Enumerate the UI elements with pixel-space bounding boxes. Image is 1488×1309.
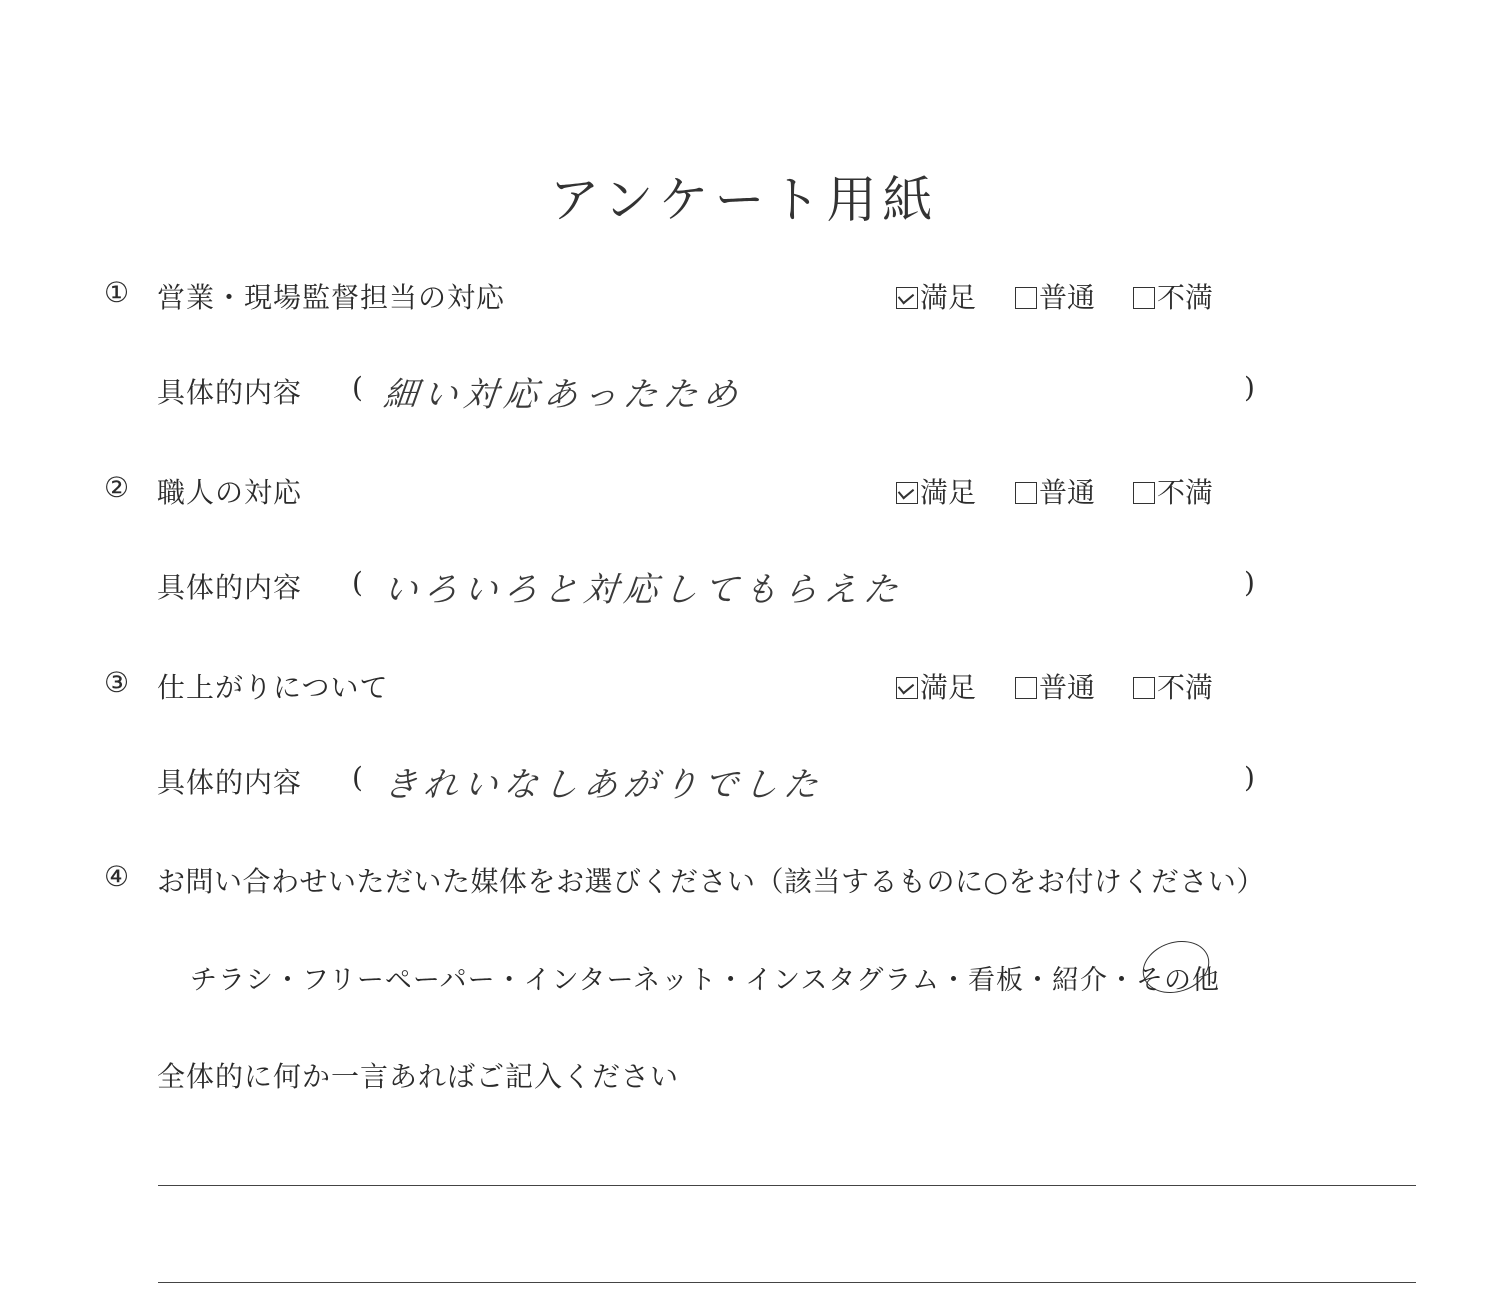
handwritten-answer[interactable]: きれいなしあがりでした [381, 765, 826, 805]
option-dissatisfied[interactable]: 不満 [1133, 276, 1213, 316]
checkbox-icon[interactable] [1133, 287, 1155, 309]
checkbox-icon[interactable] [1015, 287, 1037, 309]
media-option-other-selected[interactable]: その他 [1136, 958, 1220, 997]
handwritten-answer[interactable]: 細い対応あったため [381, 375, 746, 415]
detail-row-1 [0, 371, 1488, 421]
question-text: 仕上がりについて [157, 671, 389, 704]
checkbox-icon[interactable] [1015, 677, 1037, 699]
option-satisfied[interactable]: 満足 [896, 471, 976, 511]
option-dissatisfied[interactable]: 不満 [1133, 666, 1213, 706]
detail-row-2 [0, 566, 1488, 616]
question-text: お問い合わせいただいた媒体をお選びください（該当するものに○をお付けください） [157, 865, 1265, 898]
paren-close: ) [1244, 761, 1255, 794]
paren-open: ( [352, 566, 363, 599]
media-options [190, 958, 1220, 997]
question-text: 営業・現場監督担当の対応 [157, 281, 506, 314]
checked-checkbox-icon[interactable] [896, 287, 918, 309]
question-4 [0, 860, 1488, 900]
paren-open: ( [352, 761, 363, 794]
question-number: ① [104, 276, 130, 309]
question-number: ③ [104, 666, 130, 699]
checked-checkbox-icon[interactable] [896, 677, 918, 699]
comment-line-1[interactable] [158, 1185, 1416, 1186]
option-normal[interactable]: 普通 [1015, 666, 1095, 706]
paren-close: ) [1244, 566, 1255, 599]
checkbox-icon[interactable] [1015, 482, 1037, 504]
checkbox-icon[interactable] [1133, 482, 1155, 504]
option-normal[interactable]: 普通 [1015, 471, 1095, 511]
question-2 [0, 471, 1488, 511]
option-normal[interactable]: 普通 [1015, 276, 1095, 316]
question-number: ② [104, 471, 130, 504]
comment-line-2[interactable] [158, 1282, 1416, 1283]
media-options-list[interactable]: チラシ・フリーペーパー・インターネット・インスタグラム・看板・紹介・ [190, 965, 1137, 996]
checked-checkbox-icon[interactable] [896, 482, 918, 504]
form-title: アンケート用紙 [549, 171, 939, 229]
detail-label: 具体的内容 [157, 376, 303, 409]
question-number: ④ [104, 860, 130, 893]
option-dissatisfied[interactable]: 不満 [1133, 471, 1213, 511]
question-3 [0, 666, 1488, 706]
checkbox-icon[interactable] [1133, 677, 1155, 699]
comment-label: 全体的に何か一言あればご記入ください [157, 1060, 680, 1093]
option-satisfied[interactable]: 満足 [896, 666, 976, 706]
detail-label: 具体的内容 [157, 766, 303, 799]
paren-open: ( [352, 371, 363, 404]
detail-row-3 [0, 761, 1488, 811]
handwritten-answer[interactable]: いろいろと対応してもらえた [381, 570, 906, 610]
question-1 [0, 276, 1488, 316]
option-satisfied[interactable]: 満足 [896, 276, 976, 316]
paren-close: ) [1244, 371, 1255, 404]
question-text: 職人の対応 [157, 476, 303, 509]
detail-label: 具体的内容 [157, 571, 303, 604]
